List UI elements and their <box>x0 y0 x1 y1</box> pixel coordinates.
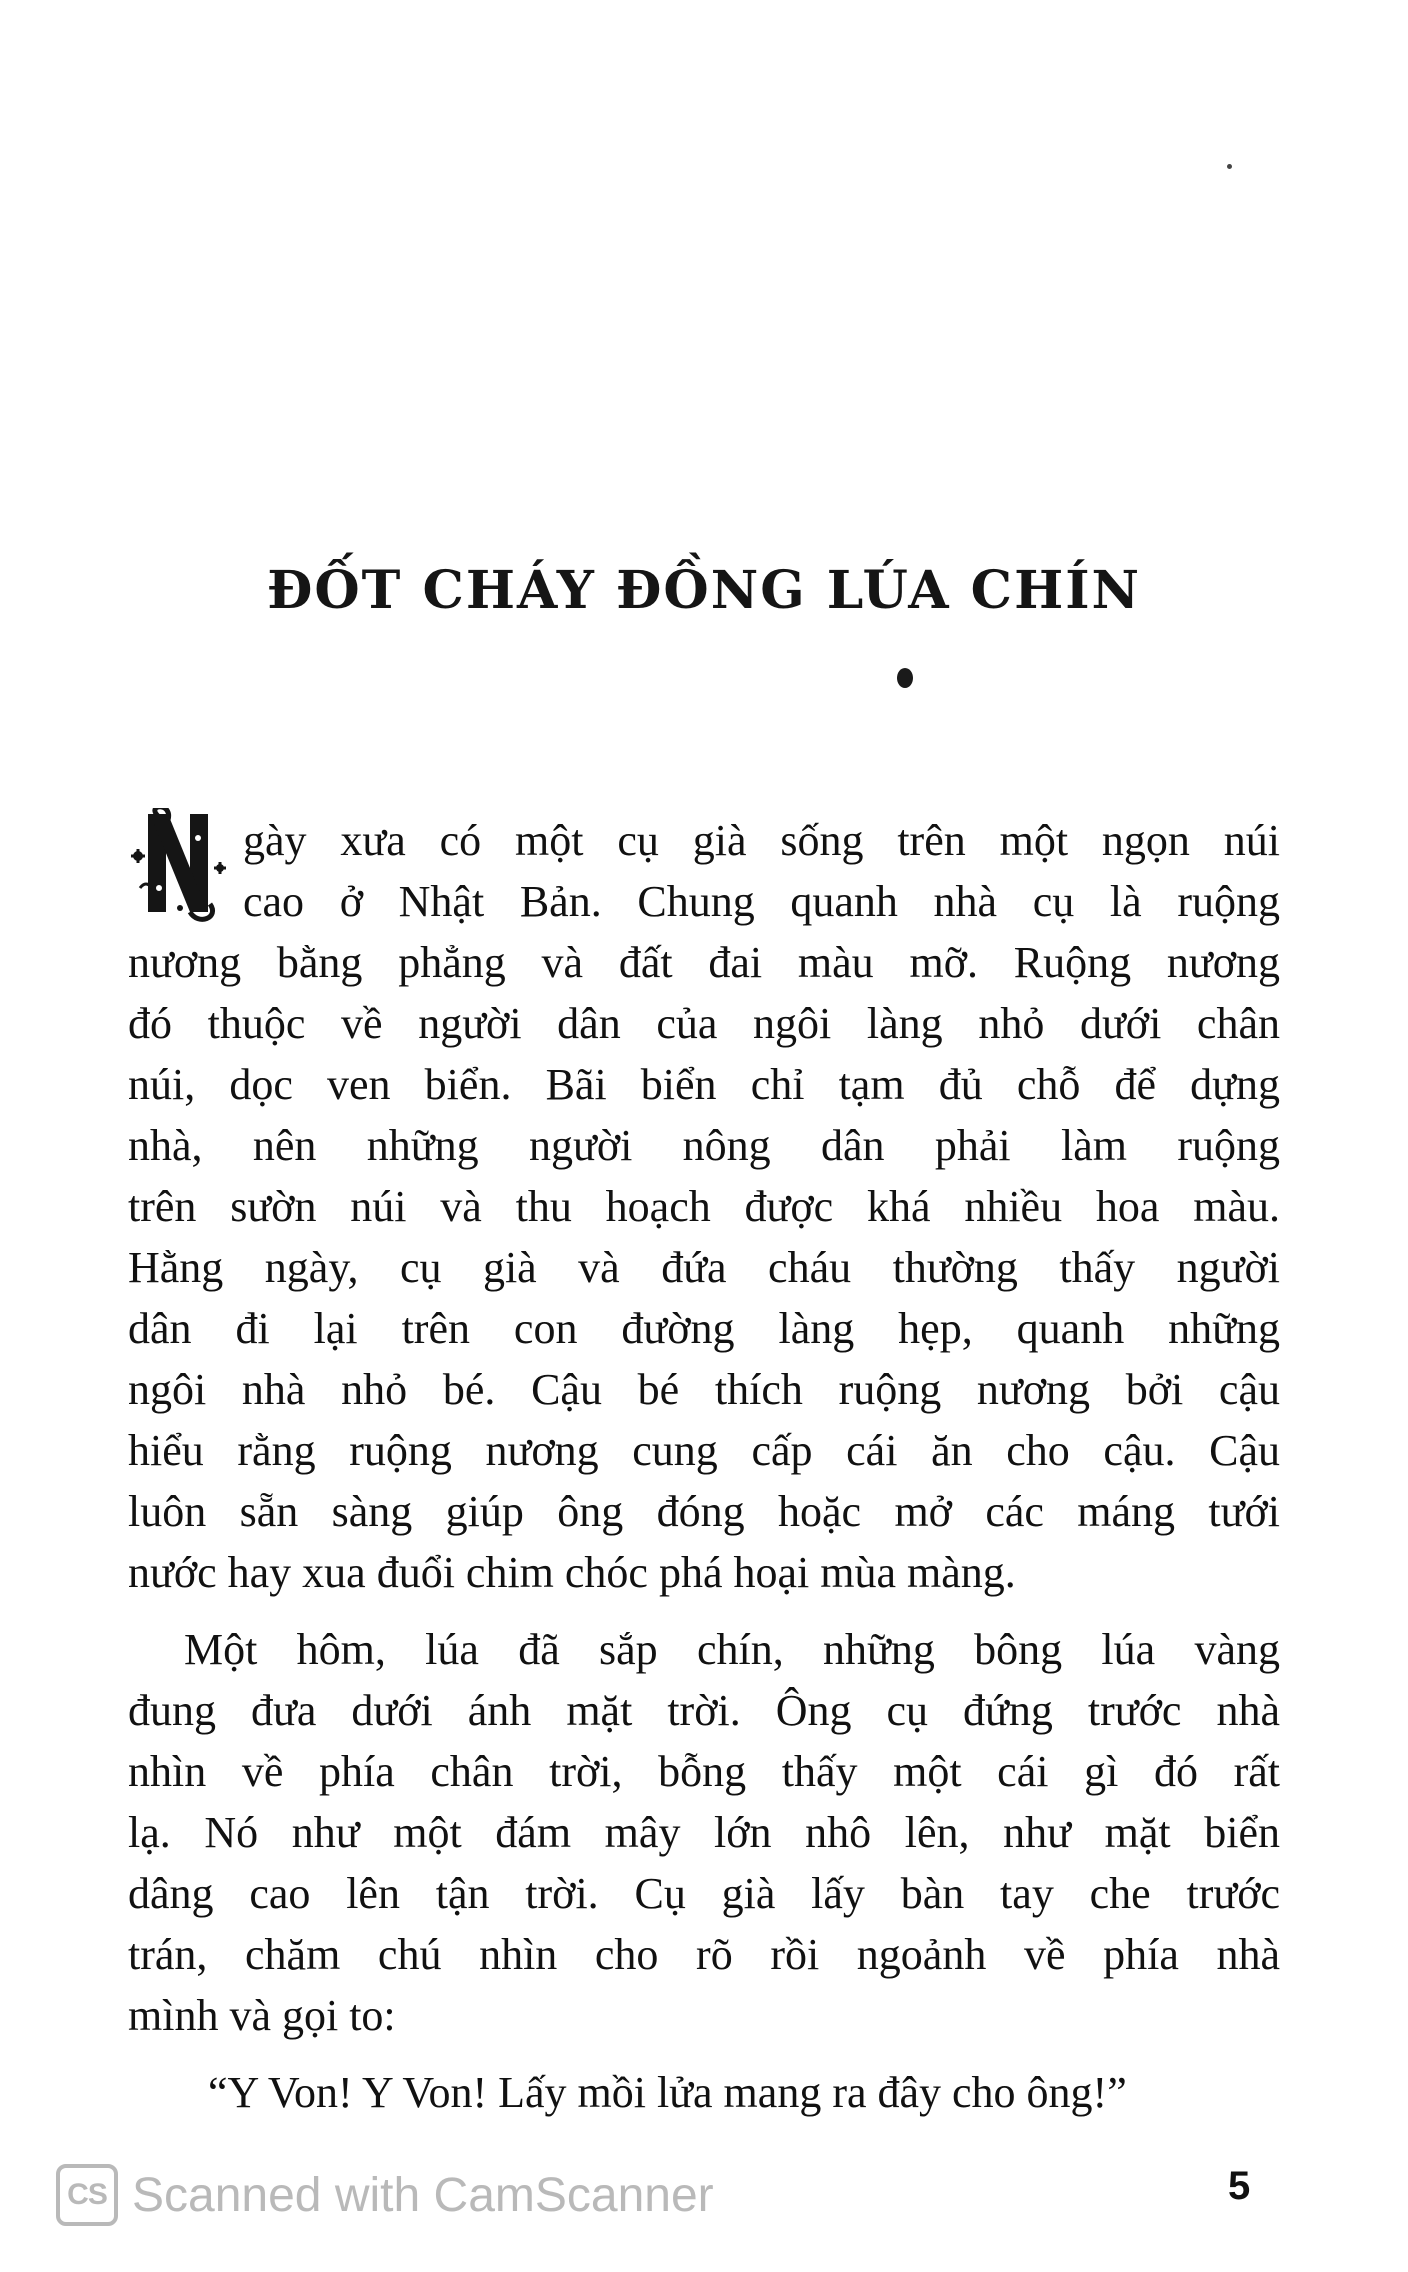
paragraph-gap <box>128 2046 1280 2062</box>
text-line: nhà, nên những người nông dân phải làm ruộng <box>128 1121 1280 1170</box>
camscanner-watermark <box>56 2160 714 2230</box>
text-line: ngôi nhà nhỏ bé. Cậu bé thích ruộng nương bởi cậu <box>128 1365 1280 1414</box>
text-line: đung đưa dưới ánh mặt trời. Ông cụ đứng trước nhà <box>128 1686 1280 1735</box>
text-line: Hằng ngày, cụ già và đứa cháu thường thấy người <box>128 1243 1280 1292</box>
text-line: luôn sẵn sàng giúp ông đóng hoặc mở các máng tưới <box>128 1487 1280 1536</box>
text-line: lạ. Nó như một đám mây lớn nhô lên, như mặt biển <box>128 1808 1280 1857</box>
story-text <box>128 810 1280 2123</box>
page-number: 5 <box>1228 2164 1251 2208</box>
text-line: “Y Von! Y Von! Lấy mồi lửa mang ra đây cho ông!” <box>208 2068 1127 2117</box>
text-line: trên sườn núi và thu hoạch được khá nhiều hoa màu. <box>128 1182 1280 1231</box>
text-line: Một hôm, lúa đã sắp chín, những bông lúa vàng <box>184 1625 1280 1674</box>
watermark-text: Scanned with CamScanner <box>132 2168 714 2222</box>
text-line: trán, chăm chú nhìn cho rõ rồi ngoảnh về phía nhà <box>128 1930 1280 1979</box>
text-line: dâng cao lên tận trời. Cụ già lấy bàn tay che trước <box>128 1869 1280 1918</box>
text-line: nương bằng phẳng và đất đai màu mỡ. Ruộng nương <box>128 938 1280 987</box>
text-line: núi, dọc ven biển. Bãi biển chỉ tạm đủ chỗ để dựng <box>128 1060 1280 1109</box>
text-line: đó thuộc về người dân của ngôi làng nhỏ dưới chân <box>128 999 1280 1048</box>
text-line: nước hay xua đuổi chim chóc phá hoại mùa màng. <box>128 1548 1016 1597</box>
text-line: dân đi lại trên con đường làng hẹp, quanh những <box>128 1304 1280 1353</box>
text-line: hiểu rằng ruộng nương cung cấp cái ăn cho cậu. Cậu <box>128 1426 1280 1475</box>
scan-speck <box>1227 164 1232 169</box>
text-line: cao ở Nhật Bản. Chung quanh nhà cụ là ruộng <box>243 877 1280 926</box>
camscanner-logo-icon: CS <box>56 2164 118 2226</box>
text-line: nhìn về phía chân trời, bỗng thấy một cái gì đó rất <box>128 1747 1280 1796</box>
text-line: gày xưa có một cụ già sống trên một ngọn núi <box>243 816 1280 865</box>
chapter-title: ĐỐT CHÁY ĐỒNG LÚA CHÍN <box>266 560 1142 621</box>
paragraph-gap <box>128 1603 1280 1619</box>
text-line: mình và gọi to: <box>128 1991 396 2040</box>
title-ornament-dot <box>897 668 913 688</box>
